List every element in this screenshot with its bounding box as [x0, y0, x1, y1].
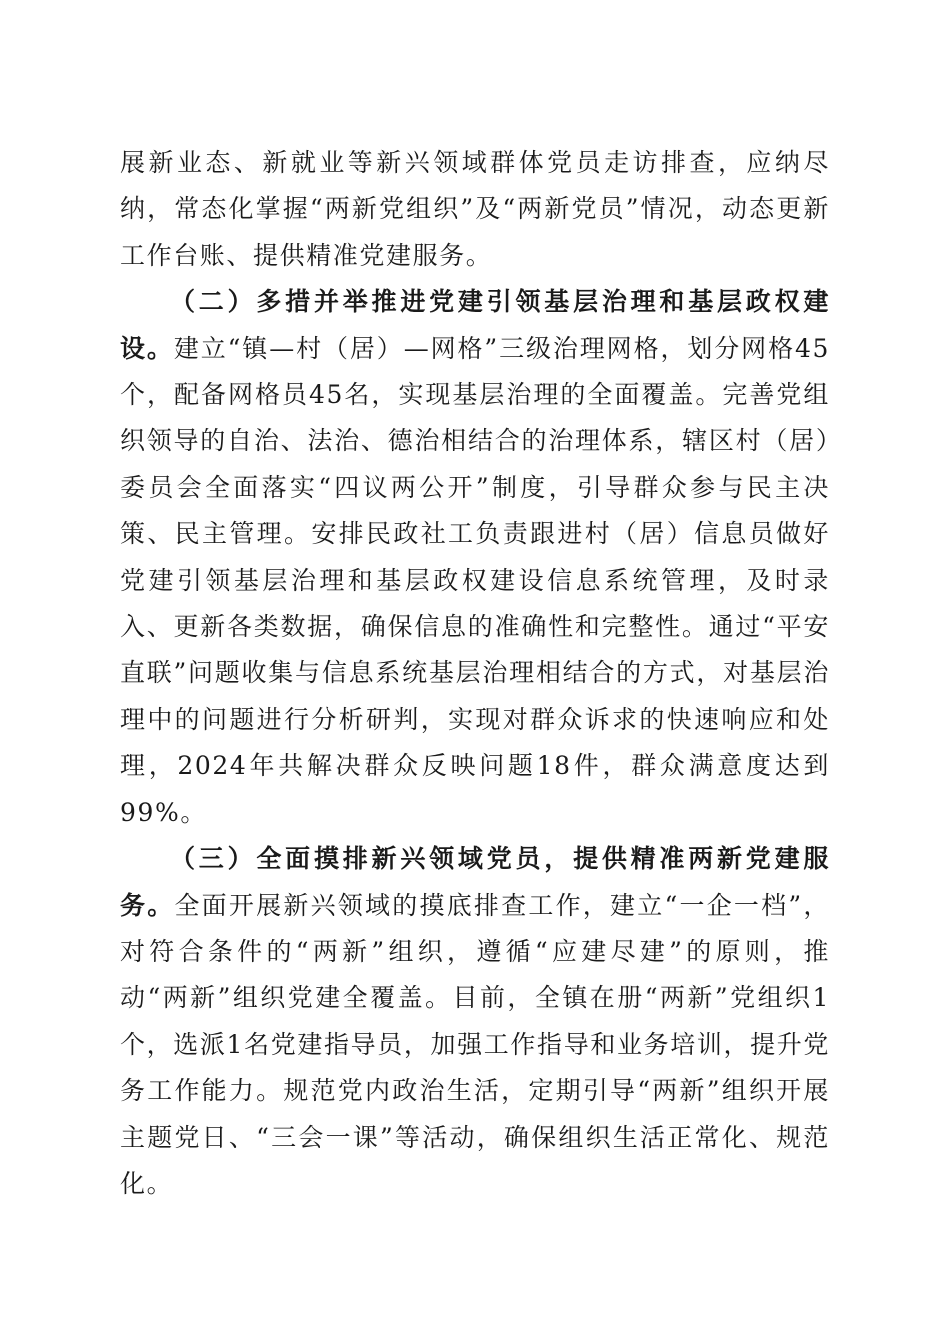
- paragraph-text: 展新业态、新就业等新兴领域群体党员走访排查，应纳尽纳，常态化掌握“两新党组织”及“两新党员”情况，动态更新工作台账、提供精准党建服务。: [120, 148, 830, 270]
- paragraph-section-two: [120, 279, 830, 836]
- paragraph-text: 全面开展新兴领域的摸底排查工作，建立“一企一档”，对符合条件的“两新”组织，遵循“应建尽建”的原则，推动“两新”组织党建全覆盖。目前，全镇在册“两新”党组织1个，选派1名党建指导员，加强工作指导和业务培训，提升党务工作能力。规范党内政治生活，定期引导“两新”组织开展主题党日、“三会一课”等活动，确保组织生活正常化、规范化。: [120, 890, 830, 1198]
- paragraph-continuation: [120, 140, 830, 279]
- paragraph-text: 建立“镇—村（居）—网格”三级治理网格，划分网格45个，配备网格员45名，实现基层治理的全面覆盖。完善党组织领导的自治、法治、德治相结合的治理体系，辖区村（居）委员会全面落实“四议两公开”制度，引导群众参与民主决策、民主管理。安排民政社工负责跟进村（居）信息员做好党建引领基层治理和基层政权建设信息系统管理，及时录入、更新各类数据，确保信息的准确性和完整性。通过“平安直联”问题收集与信息系统基层治理相结合的方式，对基层治理中的问题进行分析研判，实现对群众诉求的快速响应和处理，2024年共解决群众反映问题18件，群众满意度达到99%。: [120, 333, 830, 827]
- section-heading: （二）多措并举推进党建引领基层治理和基层政权建设。: [120, 287, 830, 363]
- document-body: [120, 140, 830, 1207]
- paragraph-section-three: [120, 836, 830, 1207]
- section-heading: （三）全面摸排新兴领域党员，提供精准两新党建服务。: [120, 844, 830, 920]
